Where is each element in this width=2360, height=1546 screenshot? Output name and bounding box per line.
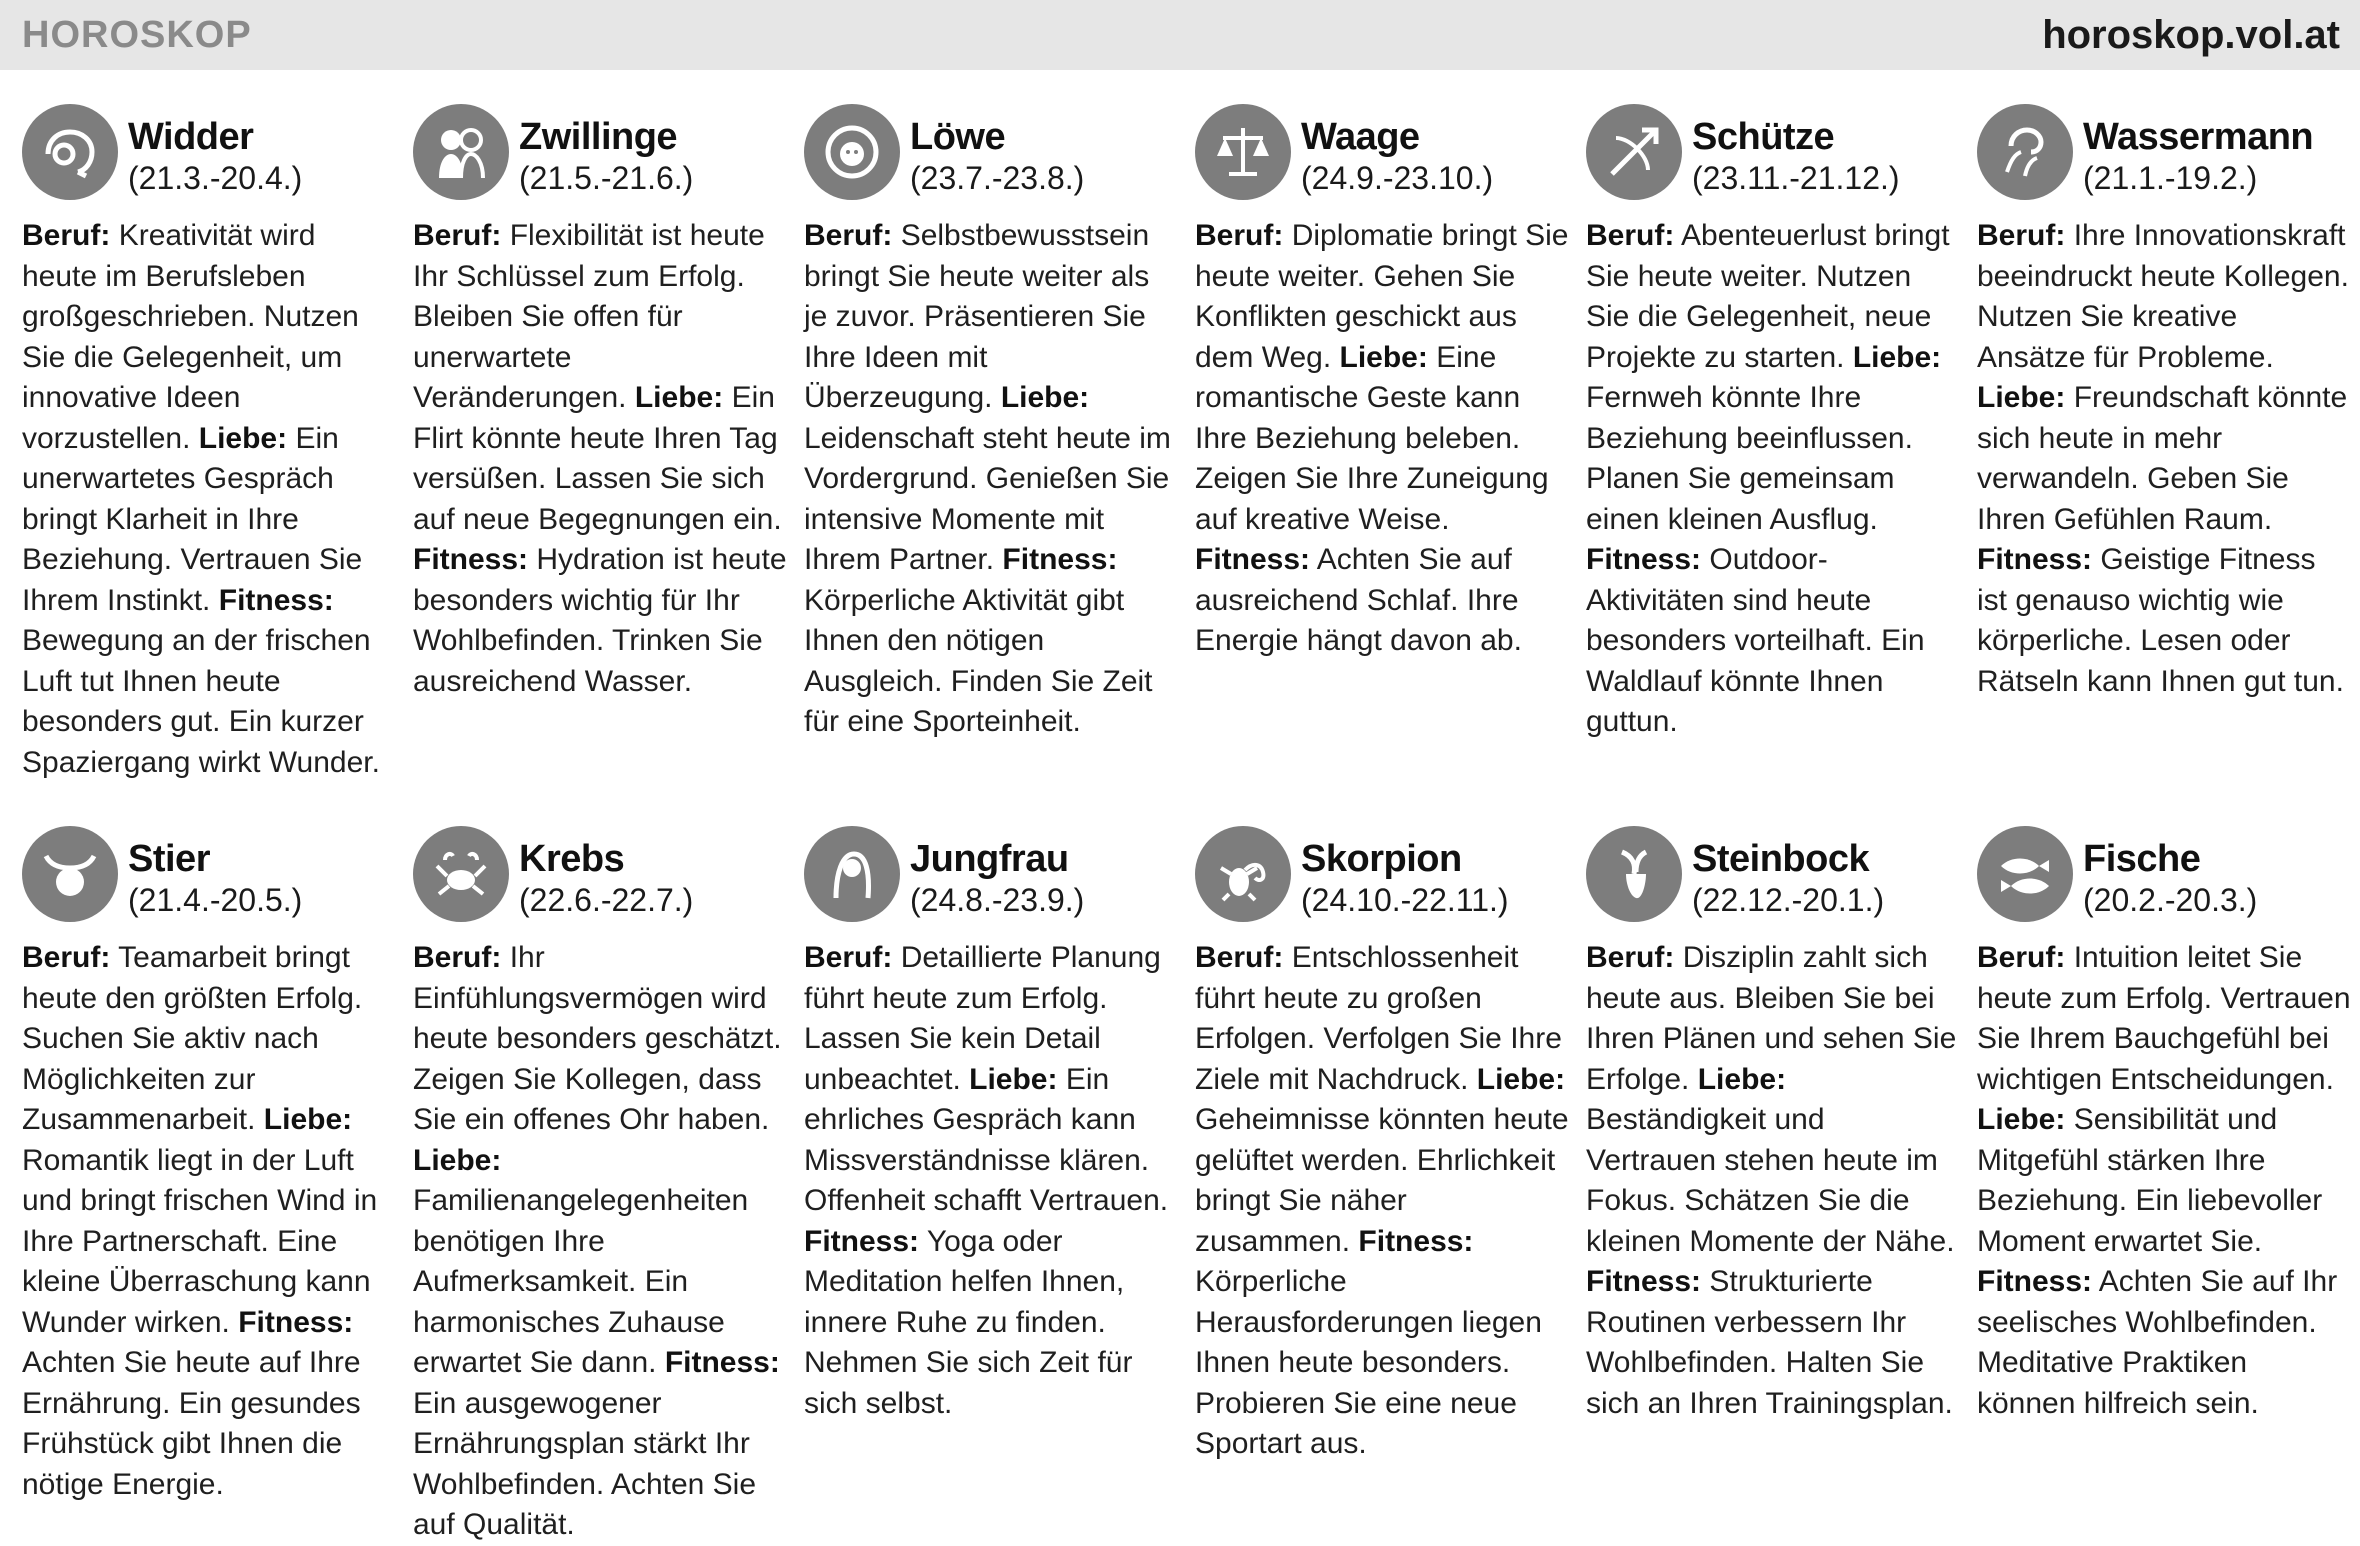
fitness-text: Bewegung an der frischen Luft tut Ihnen heute besonders gut. Ein kurzer Spaziergang wirkt Wunder. <box>22 624 380 779</box>
sign-card-schuetze <box>1586 104 1961 743</box>
sign-dates: (21.3.-20.4.) <box>128 160 303 196</box>
fitness-label: Fitness: <box>664 1346 780 1379</box>
beruf-label: Beruf: <box>804 219 893 252</box>
fitness-label: Fitness: <box>238 1305 354 1339</box>
water-bearer-icon <box>1977 104 2073 200</box>
sign-dates: (24.9.-23.10.) <box>1301 160 1494 196</box>
sign-card-widder <box>22 104 397 783</box>
sign-text <box>1195 216 1570 662</box>
liebe-label: Liebe: <box>263 1103 353 1136</box>
beruf-label: Beruf: <box>1586 219 1675 252</box>
sign-name: Steinbock <box>1692 838 1870 880</box>
liebe-label: Liebe: <box>413 1143 502 1177</box>
beruf-text: Detaillierte Planung führt heute zum Erfolg. Lassen Sie kein Detail unbeachtet. <box>804 941 1161 1096</box>
beruf-label: Beruf: <box>1586 941 1675 974</box>
horoscope-grid <box>0 104 2360 1541</box>
sign-name: Zwillinge <box>519 116 678 158</box>
liebe-text: Ein Flirt könnte heute Ihren Tag versüßen. Lassen Sie sich auf neue Begegnungen ein. <box>413 381 782 536</box>
liebe-text: Romantik liegt in der Luft und bringt frischen Wind in Ihre Partnerschaft. Eine kleine Überraschung kann Wunder wirken. <box>22 1143 378 1339</box>
liebe-text: Sensibilität und Mitgefühl stärken Ihre Beziehung. Ein liebevoller Moment erwartet Sie. <box>1977 1103 2323 1258</box>
fitness-label: Fitness: <box>218 583 334 617</box>
beruf-label: Beruf: <box>804 941 893 974</box>
liebe-label: Liebe: <box>1339 340 1428 374</box>
sign-card-fische <box>1977 826 2352 1424</box>
sign-name: Krebs <box>519 838 625 880</box>
liebe-label: Liebe: <box>1977 1103 2066 1136</box>
sign-card-zwillinge <box>413 104 788 702</box>
beruf-label: Beruf: <box>413 941 502 974</box>
sign-card-wassermann <box>1977 104 2352 702</box>
sign-text <box>804 938 1179 1424</box>
fitness-label: Fitness: <box>1977 543 2093 576</box>
beruf-text: Kreativität wird heute im Berufsleben großgeschrieben. Nutzen Sie die Gelegenheit, um innovative Ideen vorzustellen. <box>22 219 359 455</box>
sign-text <box>22 938 397 1505</box>
fitness-text: Körperliche Aktivität gibt Ihnen den nötigen Ausgleich. Finden Sie Zeit für eine Sporteinheit. <box>804 583 1153 738</box>
liebe-label: Liebe: <box>634 381 724 414</box>
sign-dates: (23.7.-23.8.) <box>910 160 1085 196</box>
liebe-label: Liebe: <box>969 1062 1058 1096</box>
beruf-label: Beruf: <box>22 219 111 252</box>
liebe-text: Leidenschaft steht heute im Vordergrund. Genießen Sie intensive Momente mit Ihrem Partner. <box>804 421 1171 576</box>
liebe-text: Familienangelegenheiten benötigen Ihre Aufmerksamkeit. Ein harmonisches Zuhause erwartet Sie dann. <box>413 1184 749 1379</box>
beruf-label: Beruf: <box>413 219 502 252</box>
liebe-label: Liebe: <box>1977 381 2066 414</box>
lion-icon <box>804 104 900 200</box>
fitness-text: Outdoor-Aktivitäten sind heute besonders vorteilhaft. Ein Waldlauf könnte Ihnen guttun. <box>1586 543 1925 738</box>
fitness-label: Fitness: <box>1977 1265 2093 1298</box>
virgin-icon <box>804 826 900 922</box>
beruf-text: Teamarbeit bringt heute den größten Erfolg. Suchen Sie aktiv nach Möglichkeiten zur Zusammenarbeit. <box>22 941 363 1136</box>
bull-icon <box>22 826 118 922</box>
sign-dates: (20.2.-20.3.) <box>2083 882 2258 918</box>
liebe-label: Liebe: <box>1000 381 1090 414</box>
fitness-text: Achten Sie heute auf Ihre Ernährung. Ein gesundes Frühstück gibt Ihnen die nötige Energie. <box>22 1346 361 1501</box>
beruf-label: Beruf: <box>1977 219 2066 252</box>
sign-dates: (21.1.-19.2.) <box>2083 160 2258 196</box>
scales-icon <box>1195 104 1291 200</box>
fitness-text: Yoga oder Meditation helfen Ihnen, innere Ruhe zu finden. Nehmen Sie sich Zeit für sich selbst. <box>804 1224 1133 1420</box>
beruf-label: Beruf: <box>1195 941 1284 974</box>
sign-dates: (23.11.-21.12.) <box>1692 160 1900 196</box>
liebe-label: Liebe: <box>1476 1062 1566 1096</box>
beruf-label: Beruf: <box>1195 219 1284 252</box>
fitness-label: Fitness: <box>1358 1224 1474 1258</box>
liebe-label: Liebe: <box>1697 1062 1787 1096</box>
sign-dates: (24.8.-23.9.) <box>910 882 1085 918</box>
sign-card-waage <box>1195 104 1570 662</box>
sign-text <box>1977 216 2352 702</box>
sign-name: Stier <box>128 838 210 880</box>
liebe-label: Liebe: <box>1852 340 1942 374</box>
fitness-label: Fitness: <box>1195 543 1311 576</box>
sign-name: Skorpion <box>1301 838 1462 880</box>
ram-icon <box>22 104 118 200</box>
scorpion-icon <box>1195 826 1291 922</box>
fitness-text: Ein ausgewogener Ernährungsplan stärkt Ihr Wohlbefinden. Achten Sie auf Qualität. <box>413 1386 757 1541</box>
goat-icon <box>1586 826 1682 922</box>
fitness-text: Hydration ist heute besonders wichtig für Ihr Wohlbefinden. Trinken Sie ausreichend Wasser. <box>413 543 787 698</box>
fitness-label: Fitness: <box>1586 543 1702 576</box>
sign-name: Wassermann <box>2083 116 2314 158</box>
sign-name: Widder <box>128 116 254 158</box>
liebe-text: Freundschaft könnte sich heute in mehr verwandeln. Geben Sie Ihren Gefühlen Raum. <box>1977 381 2348 536</box>
site-url[interactable]: horoskop.vol.at <box>2042 12 2340 57</box>
beruf-text: Abenteuerlust bringt Sie heute weiter. Nutzen Sie die Gelegenheit, neue Projekte zu starten. <box>1586 219 1950 374</box>
liebe-text: Eine romantische Geste kann Ihre Beziehung beleben. Zeigen Sie Ihre Zuneigung auf kreative Weise. <box>1195 340 1549 536</box>
sign-text <box>413 216 788 702</box>
sign-dates: (22.12.-20.1.) <box>1692 882 1885 918</box>
sign-text <box>1586 216 1961 743</box>
crab-icon <box>413 826 509 922</box>
liebe-text: Beständigkeit und Vertrauen stehen heute im Fokus. Schätzen Sie die kleinen Momente der Nähe. <box>1586 1103 1955 1258</box>
sign-card-loewe <box>804 104 1179 743</box>
beruf-label: Beruf: <box>1977 941 2066 974</box>
fitness-text: Geistige Fitness ist genauso wichtig wie körperliche. Lesen oder Rätseln kann Ihnen gut tun. <box>1977 543 2344 698</box>
sign-card-krebs <box>413 826 788 1546</box>
sign-text <box>804 216 1179 743</box>
sign-dates: (21.4.-20.5.) <box>128 882 303 918</box>
beruf-text: Ihr Einfühlungsvermögen wird heute besonders geschätzt. Zeigen Sie Kollegen, dass Sie ein offenes Ohr haben. <box>413 941 782 1136</box>
sign-card-jungfrau <box>804 826 1179 1424</box>
beruf-text: Ihre Innovationskraft beeindruckt heute Kollegen. Nutzen Sie kreative Ansätze für Probleme. <box>1977 219 2349 374</box>
fitness-text: Strukturierte Routinen verbessern Ihr Wohlbefinden. Halten Sie sich an Ihren Trainingsplan. <box>1586 1265 1953 1420</box>
fitness-label: Fitness: <box>1002 543 1118 576</box>
fish-icon <box>1977 826 2073 922</box>
sign-card-steinbock <box>1586 826 1961 1424</box>
fitness-text: Körperliche Herausforderungen liegen Ihnen heute besonders. Probieren Sie eine neue Sportart aus. <box>1195 1265 1542 1460</box>
sign-text <box>1586 938 1961 1424</box>
beruf-text: Entschlossenheit führt heute zu großen Erfolgen. Verfolgen Sie Ihre Ziele mit Nachdruck. <box>1195 941 1562 1096</box>
twins-icon <box>413 104 509 200</box>
page-title: HOROSKOP <box>22 13 252 56</box>
sign-text <box>413 938 788 1546</box>
sign-name: Schütze <box>1692 116 1835 158</box>
sign-dates: (22.6.-22.7.) <box>519 882 694 918</box>
sign-text <box>1195 938 1570 1465</box>
beruf-text: Selbstbewusstsein bringt Sie heute weiter als je zuvor. Präsentieren Sie Ihre Ideen mit Überzeugung. <box>804 219 1150 414</box>
liebe-text: Fernweh könnte Ihre Beziehung beeinflussen. Planen Sie gemeinsam einen kleinen Ausflug. <box>1586 381 1913 536</box>
sign-card-stier <box>22 826 397 1505</box>
beruf-text: Intuition leitet Sie heute zum Erfolg. Vertrauen Sie Ihrem Bauchgefühl bei wichtigen Entscheidungen. <box>1977 941 2351 1096</box>
liebe-text: Geheimnisse könnten heute gelüftet werden. Ehrlichkeit bringt Sie näher zusammen. <box>1195 1103 1569 1258</box>
beruf-text: Disziplin zahlt sich heute aus. Bleiben Sie bei Ihren Plänen und sehen Sie Erfolge. <box>1586 941 1957 1096</box>
beruf-label: Beruf: <box>22 941 111 974</box>
fitness-label: Fitness: <box>804 1224 920 1258</box>
fitness-text: Achten Sie auf Ihr seelisches Wohlbefinden. Meditative Praktiken können hilfreich sein. <box>1977 1265 2338 1420</box>
fitness-label: Fitness: <box>1586 1265 1702 1298</box>
sign-name: Jungfrau <box>910 838 1069 880</box>
page-header <box>0 0 2360 70</box>
liebe-text: Ein ehrliches Gespräch kann Missverständnisse klären. Offenheit schafft Vertrauen. <box>804 1062 1169 1217</box>
sign-name: Waage <box>1301 116 1420 158</box>
beruf-text: Flexibilität ist heute Ihr Schlüssel zum Erfolg. Bleiben Sie offen für unerwartete Veränderungen. <box>413 219 765 414</box>
fitness-label: Fitness: <box>413 543 529 576</box>
sign-dates: (24.10.-22.11.) <box>1301 882 1509 918</box>
sign-name: Fische <box>2083 838 2201 880</box>
sign-card-skorpion <box>1195 826 1570 1465</box>
sign-text <box>1977 938 2352 1424</box>
fitness-text: Achten Sie auf ausreichend Schlaf. Ihre Energie hängt davon ab. <box>1195 543 1522 657</box>
bow-arrow-icon <box>1586 104 1682 200</box>
sign-name: Löwe <box>910 116 1006 158</box>
sign-dates: (21.5.-21.6.) <box>519 160 694 196</box>
beruf-text: Diplomatie bringt Sie heute weiter. Gehen Sie Konflikten geschickt aus dem Weg. <box>1195 219 1569 374</box>
liebe-text: Ein unerwartetes Gespräch bringt Klarheit in Ihre Beziehung. Vertrauen Sie Ihrem Instinkt. <box>22 421 363 617</box>
sign-text <box>22 216 397 783</box>
liebe-label: Liebe: <box>198 421 288 455</box>
